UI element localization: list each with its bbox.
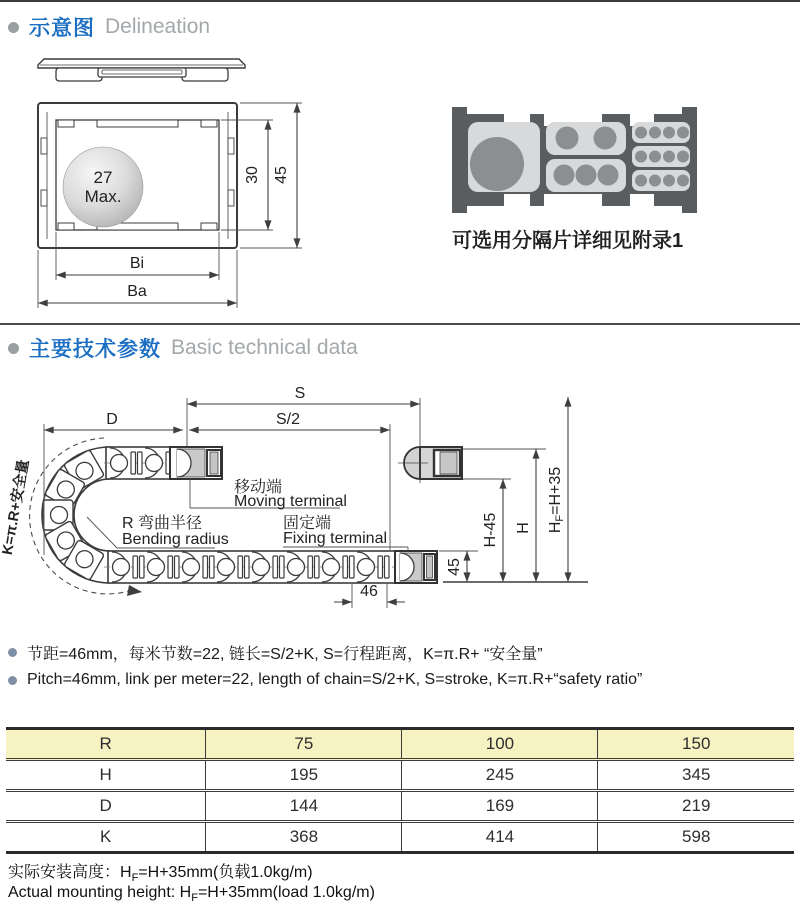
section1-header bbox=[8, 12, 210, 42]
cover-profile-drawing bbox=[38, 59, 245, 81]
top-rule bbox=[0, 0, 800, 2]
mounting-height-note-en bbox=[8, 884, 375, 904]
section-bullet-icon bbox=[8, 22, 19, 33]
footer-zh-rest: =H+35mm(负载1.0kg/m) bbox=[138, 864, 313, 881]
dim-stroke bbox=[187, 385, 420, 446]
moving-terminal-label-zh: 移动端 bbox=[234, 479, 283, 496]
ball-diameter-label: 27 bbox=[93, 168, 113, 187]
chain-top-run bbox=[104, 447, 177, 479]
dim-45-label: 45 bbox=[273, 166, 290, 184]
k-formula-label: K=π.R+安全量 bbox=[0, 458, 33, 557]
section-divider-rule bbox=[0, 323, 800, 325]
section1-title-en: Delineation bbox=[105, 15, 211, 38]
dim-s-label: S bbox=[294, 385, 306, 402]
chain-diagram bbox=[0, 380, 800, 630]
stroke-end-terminal-block bbox=[398, 443, 462, 483]
note-en bbox=[8, 671, 642, 689]
section2-title-en: Basic technical data bbox=[171, 336, 358, 359]
dim-hf-label: HF=H+35 bbox=[547, 466, 566, 534]
value-cell: 219 bbox=[598, 791, 794, 822]
section2-title-zh: 主要技术参数 bbox=[29, 338, 161, 361]
spec-table bbox=[6, 727, 794, 854]
dim-link-height bbox=[439, 551, 478, 582]
note-zh bbox=[8, 641, 543, 664]
table-row bbox=[6, 791, 794, 822]
safety-arc-arrow bbox=[127, 585, 142, 596]
footer-en-sub: F bbox=[191, 892, 198, 905]
dim-h45-label: H-45 bbox=[482, 512, 499, 548]
dim-h-minus bbox=[482, 479, 503, 582]
fixing-terminal-label-zh: 固定端 bbox=[283, 515, 332, 532]
value-cell: 144 bbox=[206, 791, 402, 822]
note-zh-text: 节距=46mm，每米节数=22, 链长=S/2+K, S=行程距离，K=π.R+ “安全量” bbox=[27, 646, 543, 663]
table-row bbox=[6, 822, 794, 853]
moving-terminal-label-en: Moving terminal bbox=[234, 493, 347, 510]
separator-note: 可选用分隔片详细见附录1 bbox=[452, 230, 684, 252]
dim-s2-label: S/2 bbox=[275, 411, 301, 428]
cross-section-drawing bbox=[38, 103, 237, 248]
value-cell: 245 bbox=[402, 760, 598, 791]
dim-d-label: D bbox=[106, 411, 118, 428]
note-bullet-icon bbox=[8, 676, 17, 685]
dim-pitch bbox=[334, 583, 405, 608]
separator-illustration bbox=[452, 107, 697, 213]
bending-radius-label-zh: R 弯曲半径 bbox=[122, 515, 203, 532]
note-bullet-icon bbox=[8, 648, 17, 657]
row-label: K bbox=[6, 822, 206, 853]
value-cell: 195 bbox=[206, 760, 402, 791]
value-cell: 598 bbox=[598, 822, 794, 853]
fixing-terminal-block bbox=[395, 551, 437, 583]
value-cell: 345 bbox=[598, 760, 794, 791]
header-cell: 100 bbox=[402, 729, 598, 760]
dim-45b-label: 45 bbox=[446, 558, 463, 576]
chain-bottom-run bbox=[104, 551, 437, 583]
row-label: H bbox=[6, 760, 206, 791]
row-label: D bbox=[6, 791, 206, 822]
section1-title-zh: 示意图 bbox=[29, 17, 95, 40]
section2-header bbox=[8, 333, 358, 363]
fixing-terminal-callout bbox=[283, 514, 408, 551]
footer-zh-sub: F bbox=[131, 872, 139, 885]
section-bullet-icon bbox=[8, 343, 19, 354]
moving-terminal-callout bbox=[190, 478, 347, 510]
footer-en-rest: =H+35mm(load 1.0kg/m) bbox=[197, 884, 375, 901]
dim-ba-label: Ba bbox=[127, 283, 147, 300]
dim-46-label: 46 bbox=[360, 583, 378, 600]
ball-max-label: Max. bbox=[84, 187, 122, 206]
fixing-terminal-label-en: Fixing terminal bbox=[283, 530, 388, 547]
dim-30-label: 30 bbox=[244, 166, 261, 184]
spec-table-header-row bbox=[6, 729, 794, 760]
moving-terminal-block bbox=[170, 447, 222, 479]
header-cell: R bbox=[6, 729, 206, 760]
delineation-drawing bbox=[0, 50, 800, 318]
table-row bbox=[6, 760, 794, 791]
mounting-height-note-zh bbox=[8, 859, 313, 884]
footer-en-prefix: Actual mounting height: H bbox=[8, 884, 192, 901]
bending-radius-callout bbox=[87, 514, 229, 548]
value-cell: 414 bbox=[402, 822, 598, 853]
bending-radius-label-en: Bending radius bbox=[122, 531, 229, 548]
value-cell: 169 bbox=[402, 791, 598, 822]
value-cell: 368 bbox=[206, 822, 402, 853]
dim-h bbox=[515, 449, 536, 582]
dim-h-label: H bbox=[515, 522, 532, 534]
dim-bi-label: Bi bbox=[129, 255, 145, 272]
header-cell: 150 bbox=[598, 729, 794, 760]
header-cell: 75 bbox=[206, 729, 402, 760]
footer-zh-prefix: 实际安装高度：H bbox=[8, 864, 132, 881]
note-en-text: Pitch=46mm, link per meter=22, length of chain=S/2+K, S=stroke, K=π.R+“safety ratio” bbox=[27, 671, 643, 688]
dim-hf bbox=[547, 397, 568, 582]
